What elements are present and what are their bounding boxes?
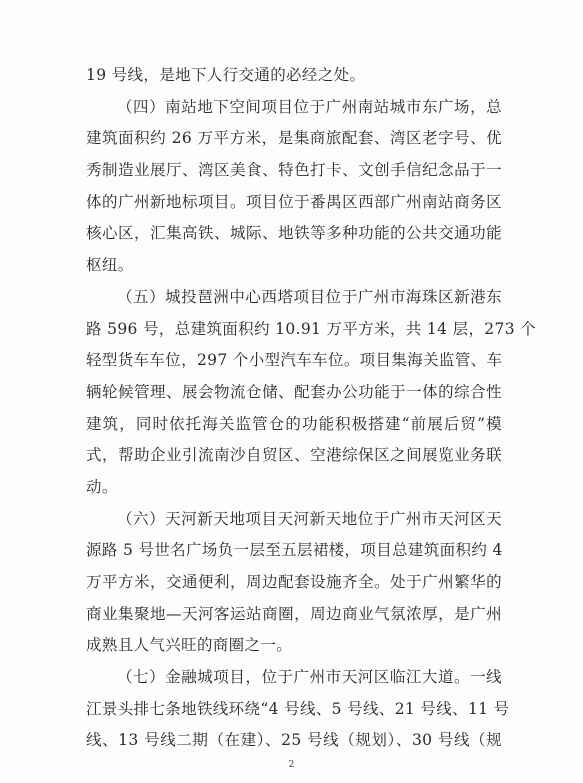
text-line: 核心区，汇集高铁、城际、地铁等多种功能的公共交通功能 xyxy=(86,224,502,243)
text-line: 路 596 号，总建筑面积约 10.91 万平方米，共 14 层，273 个 xyxy=(86,319,537,338)
text-line: 建筑，同时依托海关监管仓的功能积极搭建“前展后贸”模 xyxy=(86,414,502,433)
text-line: 建筑面积约 26 万平方米，是集商旅配套、湾区老字号、优 xyxy=(86,129,502,148)
text-line: 线、13 号线二期（在建）、25 号线（规划）、30 号线（规 xyxy=(86,731,502,750)
text-line: 秀制造业展厅、湾区美食、特色打卡、文创手信纪念品于一 xyxy=(86,161,502,180)
text-line: （六）天河新天地项目天河新天地位于广州市天河区天 xyxy=(117,509,502,528)
text-line: 成熟且人气兴旺的商圈之一。 xyxy=(86,636,293,655)
text-line: 轻型货车车位，297 个小型汽车车位。项目集海关监管、车 xyxy=(86,351,503,370)
text-line: 辆轮候管理、展会物流仓储、配套办公功能于一体的综合性 xyxy=(86,382,502,401)
text-line: 源路 5 号世名广场负一层至五层裙楼，项目总建筑面积约 4 xyxy=(86,541,503,560)
text-line: 枢纽。 xyxy=(86,256,134,275)
text-line: 式，帮助企业引流南沙自贸区、空港综保区之间展览业务联 xyxy=(86,446,502,465)
text-line: 商业集聚地—天河客运站商圈，周边商业气氛浓厚，是广州 xyxy=(86,604,502,623)
text-line: 动。 xyxy=(86,477,118,496)
text-line: （四）南站地下空间项目位于广州南站城市东广场，总 xyxy=(117,97,502,116)
text-line: （七）金融城项目，位于广州市天河区临江大道。一线 xyxy=(117,668,502,687)
text-line: 体的广州新地标项目。项目位于番禺区西部广州南站商务区 xyxy=(86,192,502,211)
text-line: 万平方米，交通便利，周边配套设施齐全。处于广州繁华的 xyxy=(86,573,502,591)
document-body xyxy=(86,60,537,757)
page-number: 2 xyxy=(288,760,295,770)
text-line: 19 号线，是地下人行交通的必经之处。 xyxy=(86,66,366,84)
text-line: 江景头排七条地铁线环绕“4 号线、5 号线、21 号线、11 号 xyxy=(86,699,510,718)
text-line: （五）城投琶洲中心西塔项目位于广州市海珠区新港东 xyxy=(117,287,502,306)
